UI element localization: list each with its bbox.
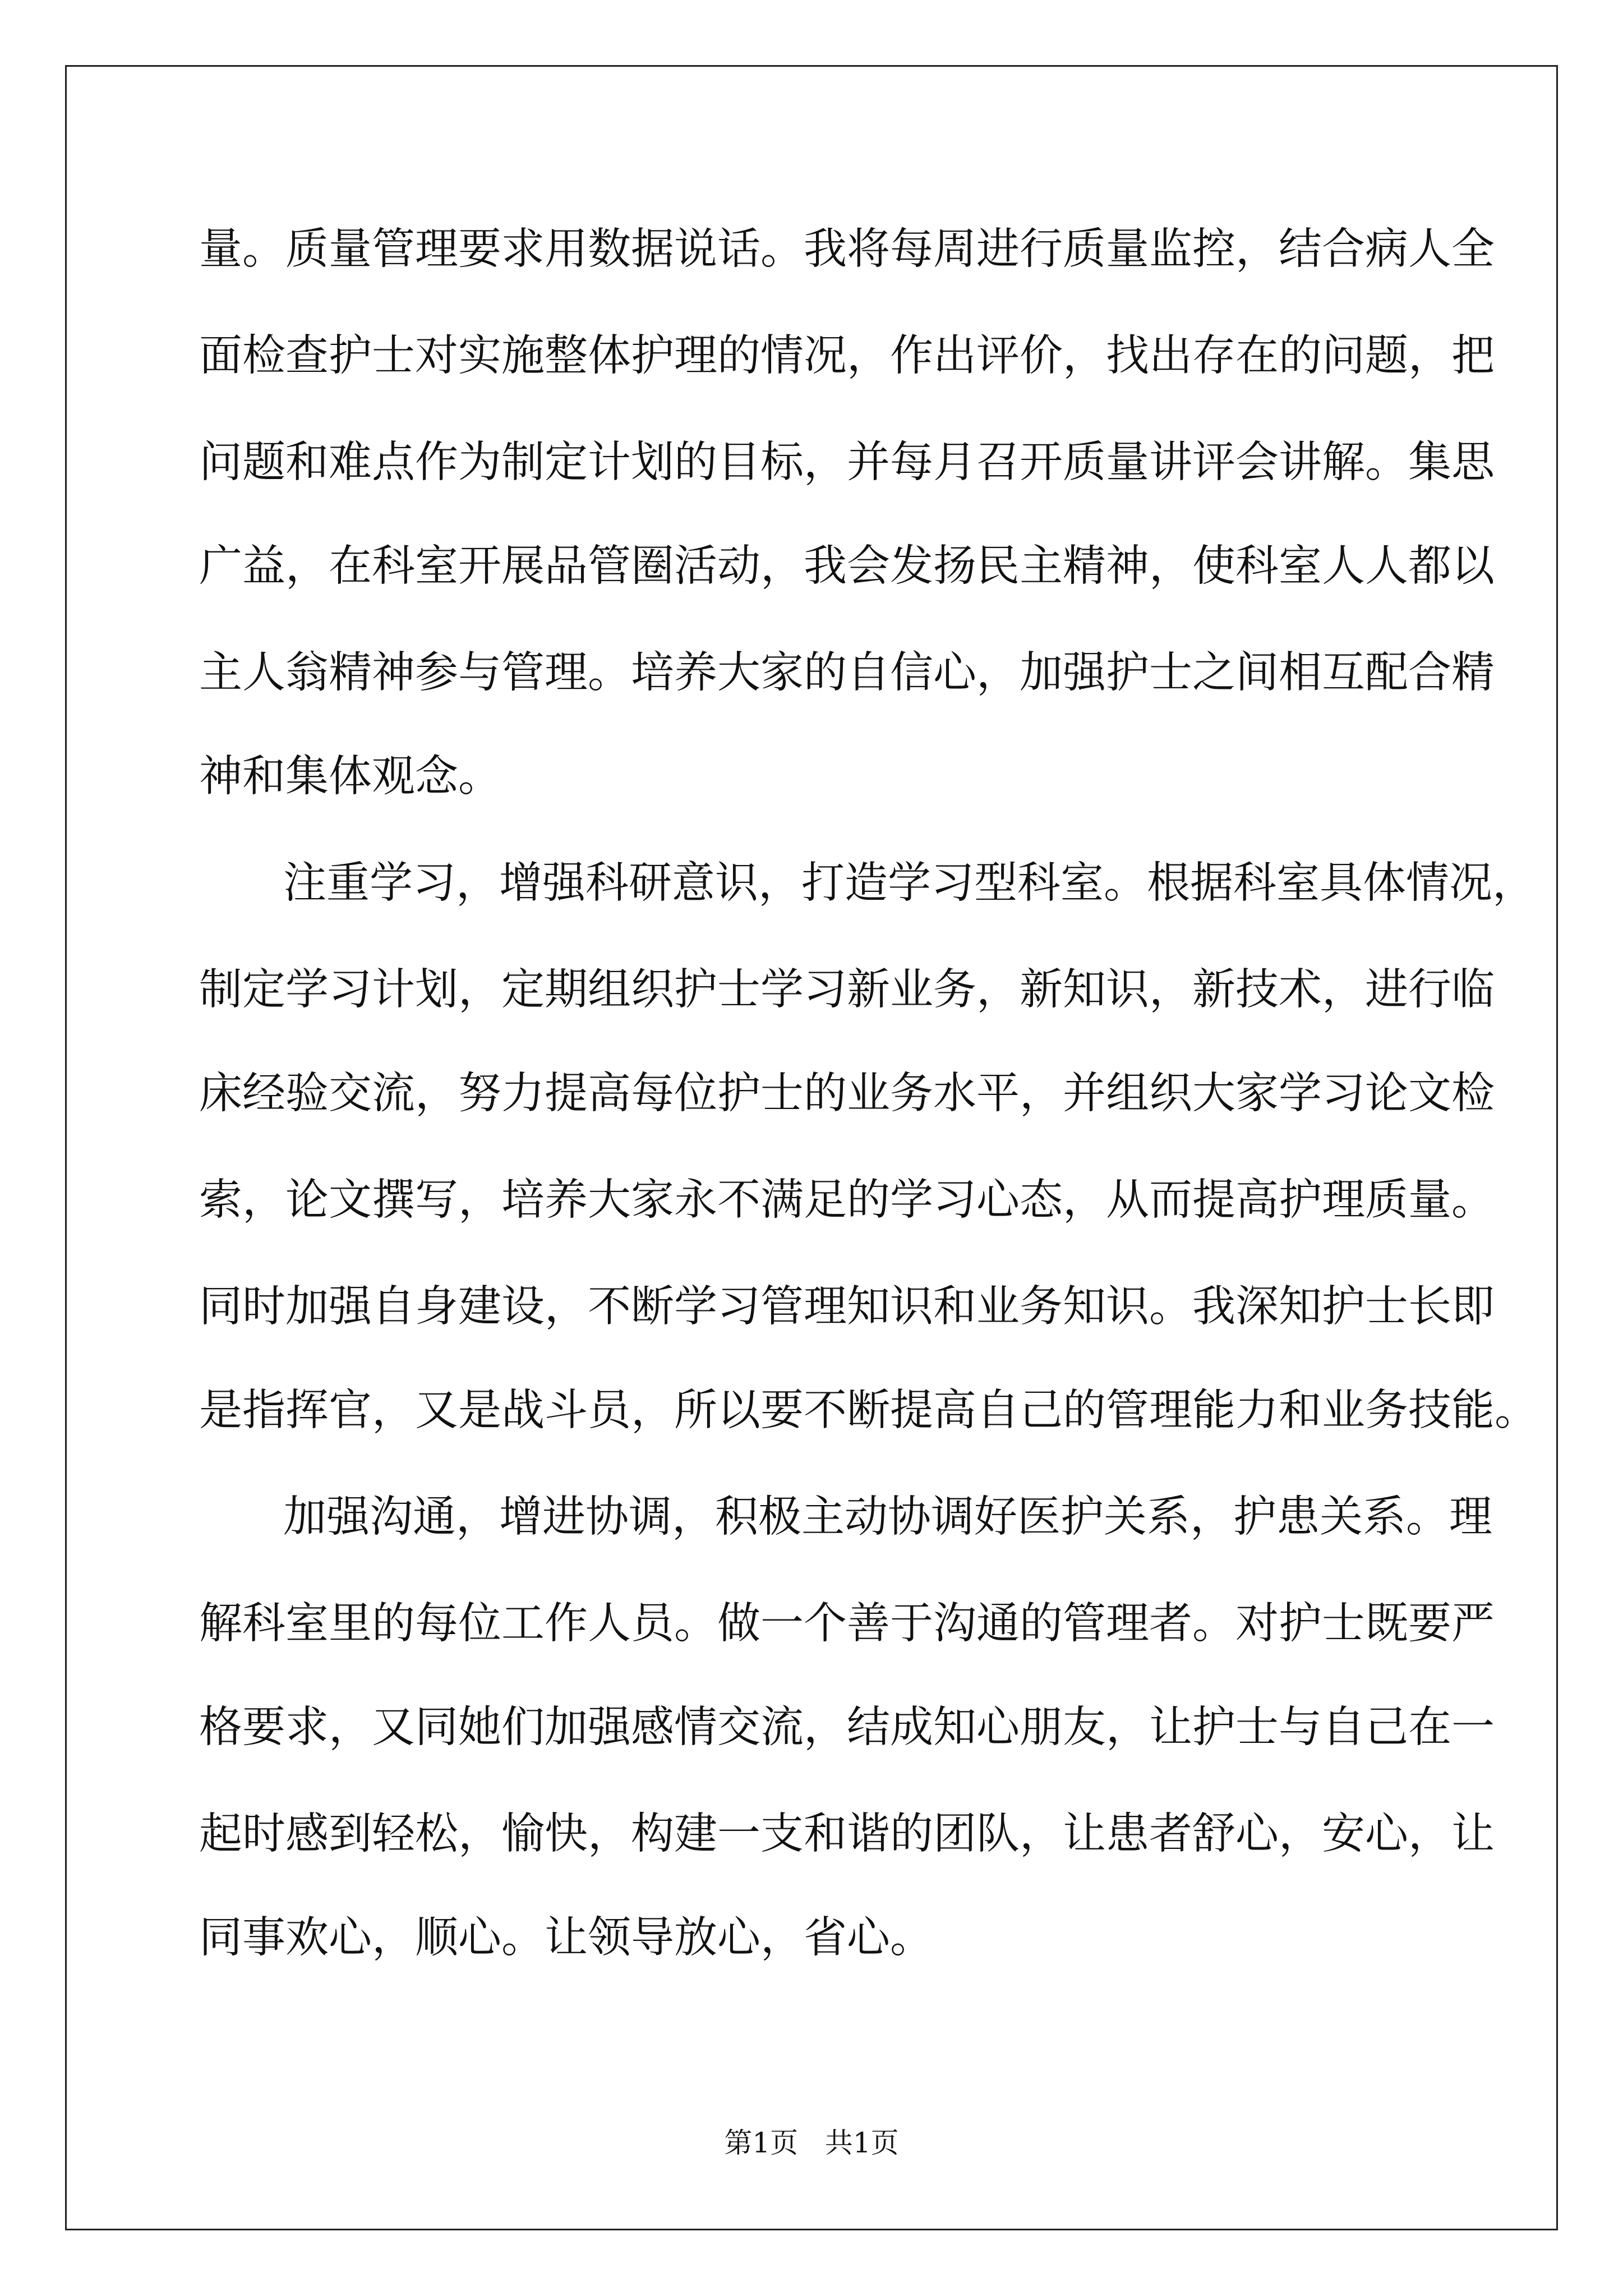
page-frame [65, 65, 1558, 2230]
text-line: 面检查护士对实施整体护理的情况，作出评价，找出存在的问题，把 [199, 331, 1495, 381]
text-line: 解科室里的每位工作人员。做一个善于沟通的管理者。对护士既要严 [199, 1599, 1495, 1649]
text-line: 床经验交流，努力提高每位护士的业务水平，并组织大家学习论文检 [199, 1069, 1495, 1119]
text-line: 起时感到轻松，愉快，构建一支和谐的团队，让患者舒心，安心，让 [199, 1809, 1495, 1859]
text-line: 同时加强自身建设，不断学习管理知识和业务知识。我深知护士长即 [199, 1282, 1495, 1332]
text-line: 量。质量管理要求用数据说话。我将每周进行质量监控，结合病人全 [199, 224, 1495, 274]
text-line: 神和集体观念。 [199, 752, 501, 802]
text-line: 问题和难点作为制定计划的目标，并每月召开质量讲评会讲解。集思 [199, 438, 1495, 487]
text-line: 是指挥官，又是战斗员，所以要不断提高自己的管理能力和业务技能。 [199, 1386, 1538, 1435]
text-line: 注重学习，增强科研意识，打造学习型科室。根据科室具体情况， [283, 858, 1536, 908]
text-line: 索，论文撰写，培养大家永不满足的学习心态，从而提高护理质量。 [199, 1175, 1495, 1225]
text-line: 主人翁精神参与管理。培养大家的自信心，加强护士之间相互配合精 [199, 648, 1495, 698]
text-line: 加强沟通，增进协调，积极主动协调好医护关系，护患关系。理 [283, 1492, 1492, 1542]
page-footer: 第1页 共1页 [724, 2127, 899, 2159]
text-line: 广益，在科室开展品管圈活动，我会发扬民主精神，使科室人人都以 [199, 541, 1495, 591]
text-line: 格要求，又同她们加强感情交流，结成知心朋友，让护士与自己在一 [199, 1703, 1495, 1752]
text-line: 制定学习计划，定期组织护士学习新业务，新知识，新技术，进行临 [199, 965, 1495, 1015]
text-line: 同事欢心，顺心。让领导放心，省心。 [199, 1913, 933, 1963]
